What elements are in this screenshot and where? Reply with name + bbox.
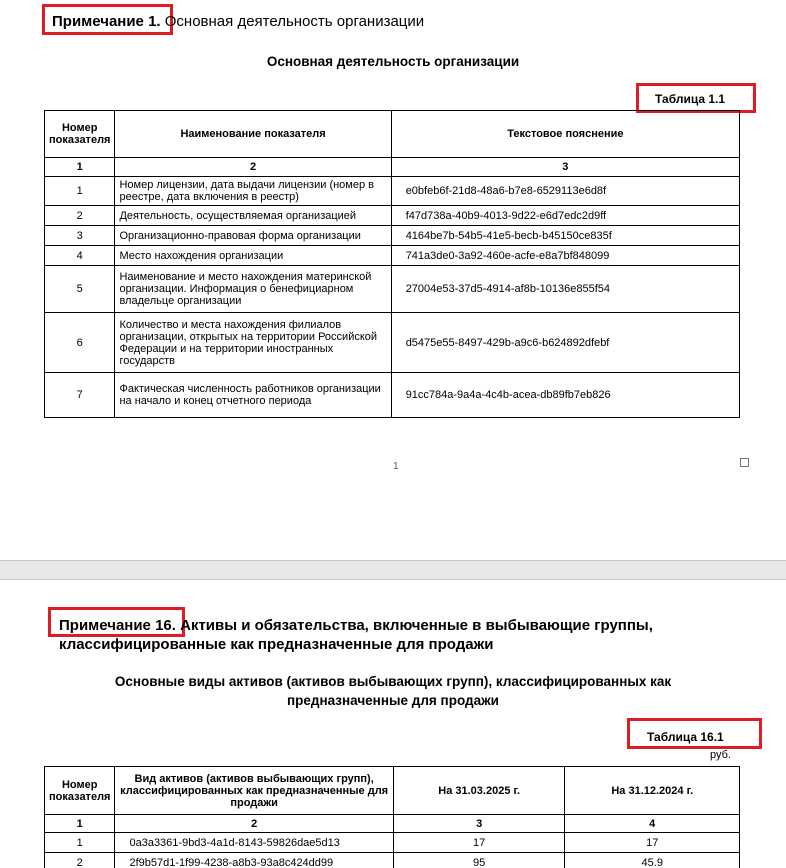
table-row [45,226,740,246]
row-value-2025: 17 [393,833,565,853]
row-value: 4164be7b-54b5-41e5-becb-b45150ce835f [391,226,739,246]
row-name: 2f9b57d1-1f99-4238-a8b3-93a8c424dd99 [115,853,393,868]
page-separator [0,560,786,580]
column-number: 1 [45,815,115,833]
row-name: Номер лицензии, дата выдачи лицензии (номер в реестре, дата включения в реестр) [115,177,391,206]
column-number: 3 [393,815,565,833]
row-name: Фактическая численность работников организации на начало и конец отчетного периода [115,373,391,418]
page-number: 1 [393,461,399,472]
column-number-row [45,158,740,177]
table-row [45,853,740,868]
row-name: Количество и места нахождения филиалов организации, открытых на территории Российской Федерации и на территории иностранных государств [115,313,391,373]
row-name: Место нахождения организации [115,246,391,266]
section-title-line1: Основные виды активов (активов выбывающих групп), классифицированных как [114,674,672,689]
column-header: Номер показателя [45,111,115,158]
note-heading [52,13,424,30]
row-number: 1 [45,177,115,206]
column-number: 2 [115,158,391,177]
row-number: 1 [45,833,115,853]
row-number: 3 [45,226,115,246]
column-header: Номер показателя [45,767,115,815]
column-header: На 31.03.2025 г. [393,767,565,815]
column-number-row [45,815,740,833]
column-header: Текстовое пояснение [391,111,739,158]
section-title-line2: предназначенные для продажи [287,693,499,708]
column-number: 3 [391,158,739,177]
row-name: 0a3a3361-9bd3-4a1d-8143-59826dae5d13 [115,833,393,853]
note-heading [59,616,759,654]
table-row [45,206,740,226]
note-title-line1: Активы и обязательства, включенные в выбывающие группы, [180,617,653,634]
paragraph-mark-icon [740,458,749,467]
table-row [45,266,740,313]
row-value-2024: 17 [565,833,740,853]
section-title: Основная деятельность организации [266,54,520,69]
column-number: 2 [115,815,393,833]
row-number: 6 [45,313,115,373]
table-header-row [45,111,740,158]
row-value: 741a3de0-3a92-460e-acfe-e8a7bf848099 [391,246,739,266]
column-number: 4 [565,815,740,833]
column-header: Наименование показателя [115,111,391,158]
row-name: Наименование и место нахождения материнской организации. Информация о бенефициарном владельце организации [115,266,391,313]
row-name: Организационно-правовая форма организации [115,226,391,246]
table-label: Таблица 16.1 [647,730,724,744]
row-value: 27004e53-37d5-4914-af8b-10136e855f54 [391,266,739,313]
unit-label: руб. [710,749,731,761]
note-title-line2: классифицированные как предназначенные для продажи [59,636,494,653]
table-row [45,373,740,418]
row-number: 2 [45,206,115,226]
row-name: Деятельность, осуществляемая организацией [115,206,391,226]
row-number: 4 [45,246,115,266]
table-row [45,246,740,266]
table-row [45,833,740,853]
row-number: 5 [45,266,115,313]
document-page-2 [0,580,786,868]
row-number: 2 [45,853,115,868]
row-value: 91cc784a-9a4a-4c4b-acea-db89fb7eb826 [391,373,739,418]
column-header: Вид активов (активов выбывающих групп), классифицированных как предназначенные для продажи [115,767,393,815]
column-header: На 31.12.2024 г. [565,767,740,815]
row-value: d5475e55-8497-429b-a9c6-b624892dfebf [391,313,739,373]
note-label: Примечание 16. [59,617,176,634]
table-label: Таблица 1.1 [655,92,726,106]
indicators-table [44,110,740,418]
table-row [45,177,740,206]
row-number: 7 [45,373,115,418]
note-label: Примечание 1. [52,13,161,30]
row-value-2024: 45.9 [565,853,740,868]
row-value-2025: 95 [393,853,565,868]
assets-table [44,766,740,868]
note-title: Основная деятельность организации [164,13,425,30]
column-number: 1 [45,158,115,177]
section-title [0,672,786,710]
table-row [45,313,740,373]
row-value: e0bfeb6f-21d8-48a6-b7e8-6529113e6d8f [391,177,739,206]
row-value: f47d738a-40b9-4013-9d22-e6d7edc2d9ff [391,206,739,226]
table-header-row [45,767,740,815]
